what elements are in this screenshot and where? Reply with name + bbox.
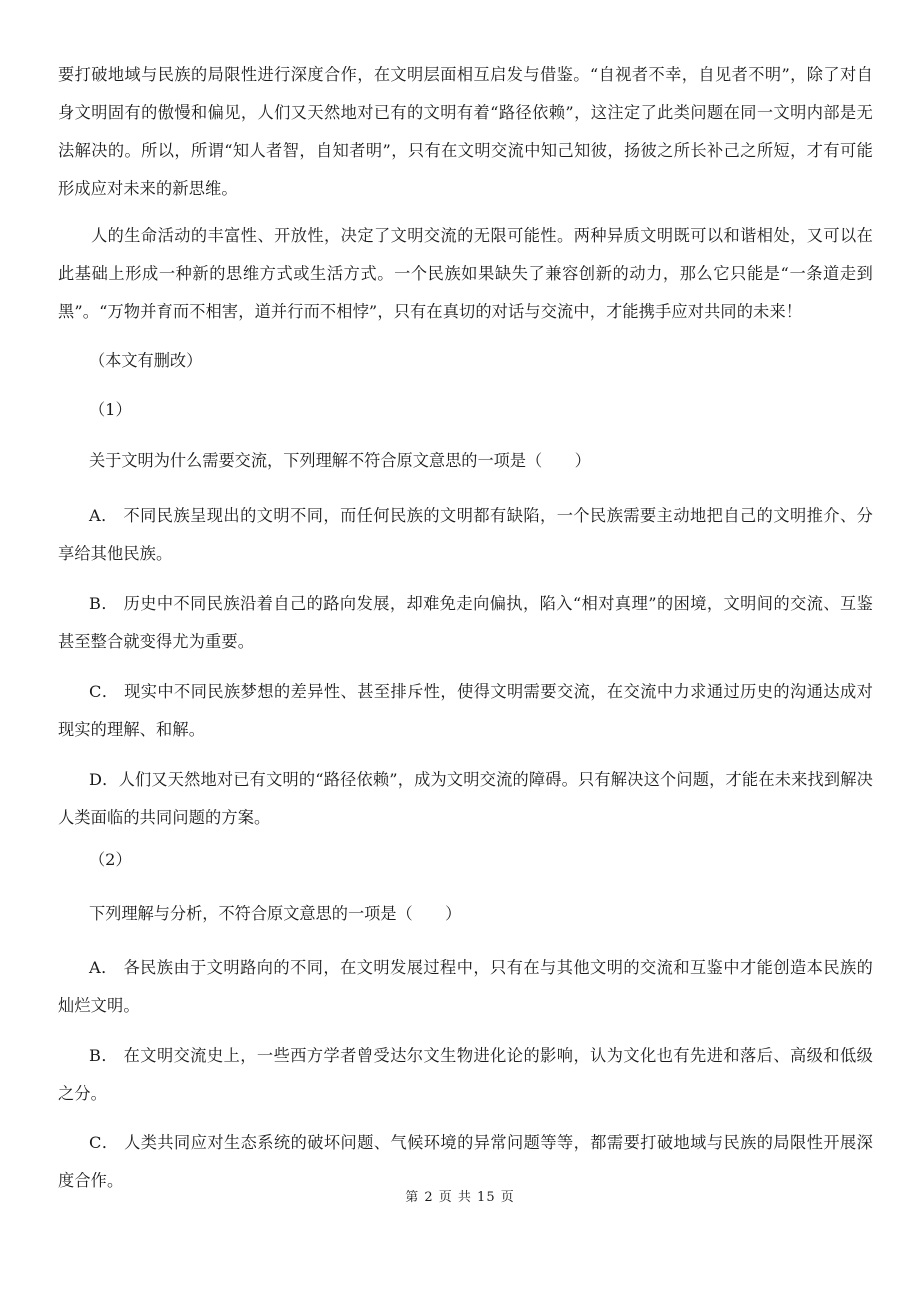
question-2-option-c: C． 人类共同应对生态系统的破坏问题、气候环境的异常问题等等，都需要打破地域与民族的局限性开展深度合作。 (58, 1133, 873, 1190)
question-2-option-a: A． 各民族由于文明路向的不同，在文明发展过程中，只有在与其他文明的交流和互鉴中才能创造本民族的灿烂文明。 (58, 958, 873, 1015)
question-1-option-b: B． 历史中不同民族沿着自己的路向发展，却难免走向偏执，陷入“相对真理”的困境，文明间的交流、互鉴甚至整合就变得尤为重要。 (58, 594, 873, 651)
question-2-option-b: B． 在文明交流史上，一些西方学者曾受达尔文生物进化论的影响，认为文化也有先进和落后、高级和低级之分。 (58, 1046, 873, 1103)
question-2-number: （2） (89, 850, 132, 869)
passage-source-note: （本文有删改） (89, 351, 203, 370)
question-1-option-a: A． 不同民族呈现出的文明不同，而任何民族的文明都有缺陷，一个民族需要主动地把自己的文明推介、分享给其他民族。 (58, 506, 873, 563)
question-1-option-c: C． 现实中不同民族梦想的差异性、甚至排斥性，使得文明需要交流，在交流中力求通过历史的沟通达成对现实的理解、和解。 (58, 682, 873, 739)
passage-paragraph-2: 人的生命活动的丰富性、开放性，决定了文明交流的无限可能性。两种异质文明既可以和谐相处，又可以在此基础上形成一种新的思维方式或生活方式。一个民族如果缺失了兼容创新的动力，那么它只能是“一条道走到黑”。“万物并育而不相害，道并行而不相悖”，只有在真切的对话与交流中，才能携手应对共同的未来！ (58, 226, 873, 321)
question-1-stem: 关于文明为什么需要交流，下列理解不符合原文意思的一项是（ ） (89, 451, 591, 470)
question-1-number: （1） (89, 400, 132, 419)
passage-paragraph-1: 要打破地域与民族的局限性进行深度合作，在文明层面相互启发与借鉴。“自视者不幸，自见者不明”，除了对自身文明固有的傲慢和偏见，人们又天然地对已有的文明有着“路径依赖”，这注定了此类问题在同一文明内部是无法解决的。所以，所谓“知人者智，自知者明”，只有在文明交流中知己知彼，扬彼之所长补己之所短，才有可能形成应对未来的新思维。 (58, 65, 873, 198)
page-footer: 第 2 页 共 15 页 (405, 1190, 515, 1205)
question-1-option-d: D．人们又天然地对已有文明的“路径依赖”，成为文明交流的障碍。只有解决这个问题，才能在未来找到解决人类面临的共同问题的方案。 (58, 770, 873, 827)
question-2-stem: 下列理解与分析，不符合原文意思的一项是（ ） (89, 904, 462, 923)
